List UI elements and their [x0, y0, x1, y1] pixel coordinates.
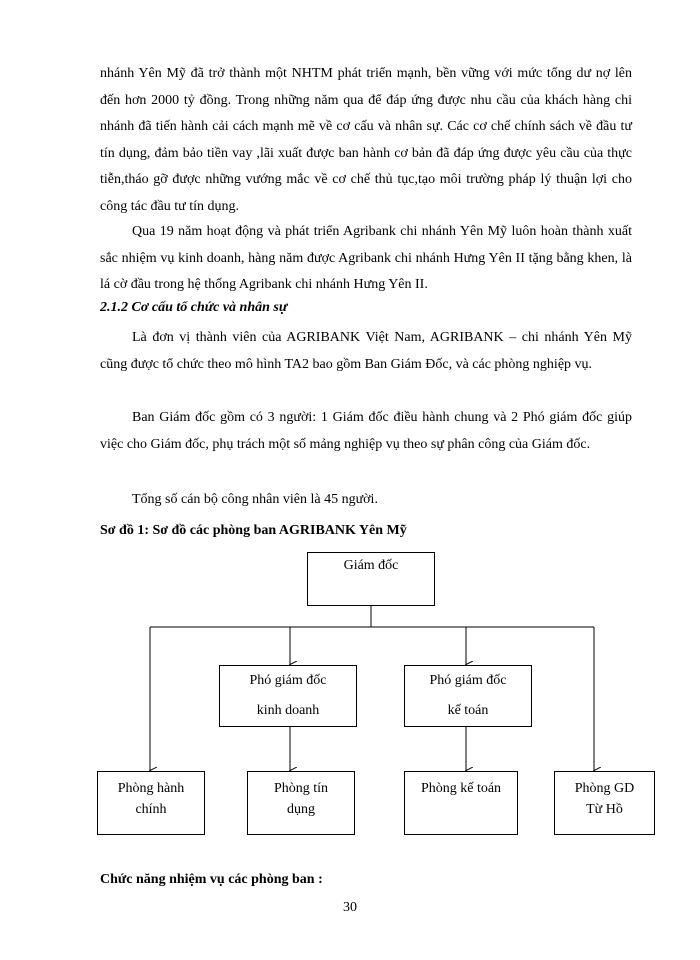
admin-office-box: [97, 771, 205, 835]
diagram-caption: Sơ đồ 1: Sơ đồ các phòng ban AGRIBANK Yên Mỹ: [100, 523, 407, 538]
credit-office-line1: Phòng tín: [273, 781, 329, 796]
deputy-business-box: [219, 665, 357, 727]
deputy-accounting-box: [404, 665, 532, 727]
accounting-office-box: [404, 771, 518, 835]
director-box: [307, 552, 435, 606]
paragraph-intro-continued: nhánh Yên Mỹ đã trở thành một NHTM phát triển mạnh, bền vững với mức tổng dư nợ lên đến hơn 2000 tỷ đồng. Trong những năm qua để đáp ứng được nhu cầu của khách hàng chi nhánh đã tiến hành cải cách mạnh mẽ về cơ cấu và nhân sự. Các cơ chế chính sách về đầu tư tín dụng, đảm bảo tiền vay ,lãi xuất được ban hành cơ bản đã đáp ứng được yêu cầu của thực tiễn,tháo gỡ được những vướng mắc về cơ chế thủ tục,tạo môi trường pháp lý thuận lợi cho công tác đầu tư tín dụng.: [100, 66, 632, 214]
section-heading: 2.1.2 Cơ cấu tổ chức và nhân sự: [100, 300, 288, 315]
transaction-office-line1: Phòng GD: [574, 781, 635, 796]
admin-office-line1: Phòng hành: [117, 781, 185, 796]
deputy-accounting-line1: Phó giám đốc: [429, 673, 507, 688]
accounting-office-label: Phòng kế toán: [420, 781, 502, 796]
transaction-office-box: [554, 771, 655, 835]
director-label: Giám đốc: [343, 558, 399, 573]
transaction-office-line2: Từ Hồ: [586, 802, 623, 817]
page-number: 30: [343, 900, 357, 915]
deputy-business-line1: Phó giám đốc: [249, 673, 327, 688]
admin-office-line2: chính: [135, 802, 167, 817]
deputy-business-line2: kinh doanh: [256, 703, 320, 718]
deputy-accounting-line2: kế toán: [447, 703, 489, 718]
functions-heading: Chức năng nhiệm vụ các phòng ban :: [100, 872, 323, 887]
paragraph-board: Ban Giám đốc gồm có 3 người: 1 Giám đốc điều hành chung và 2 Phó giám đốc giúp việc cho Giám đốc, phụ trách một số mảng nghiệp vụ theo sự phân công của Giám đốc.: [100, 410, 632, 452]
paragraph-structure: Là đơn vị thành viên của AGRIBANK Việt Nam, AGRIBANK – chi nhánh Yên Mỹ cũng được tổ chức theo mô hình TA2 bao gồm Ban Giám Đốc, và các phòng nghiệp vụ.: [100, 330, 632, 372]
paragraph-history: Qua 19 năm hoạt động và phát triển Agribank chi nhánh Yên Mỹ luôn hoàn thành xuất sắc nhiệm vụ kinh doanh, hàng năm được Agribank chi nhánh Hưng Yên II tặng bằng khen, là lá cờ đầu trong hệ thống Agribank chi nhánh Hưng Yên II.: [100, 224, 632, 293]
credit-office-line2: dụng: [287, 802, 315, 817]
paragraph-staff-count: Tổng số cán bộ công nhân viên là 45 người.: [132, 492, 378, 507]
credit-office-box: [247, 771, 355, 835]
